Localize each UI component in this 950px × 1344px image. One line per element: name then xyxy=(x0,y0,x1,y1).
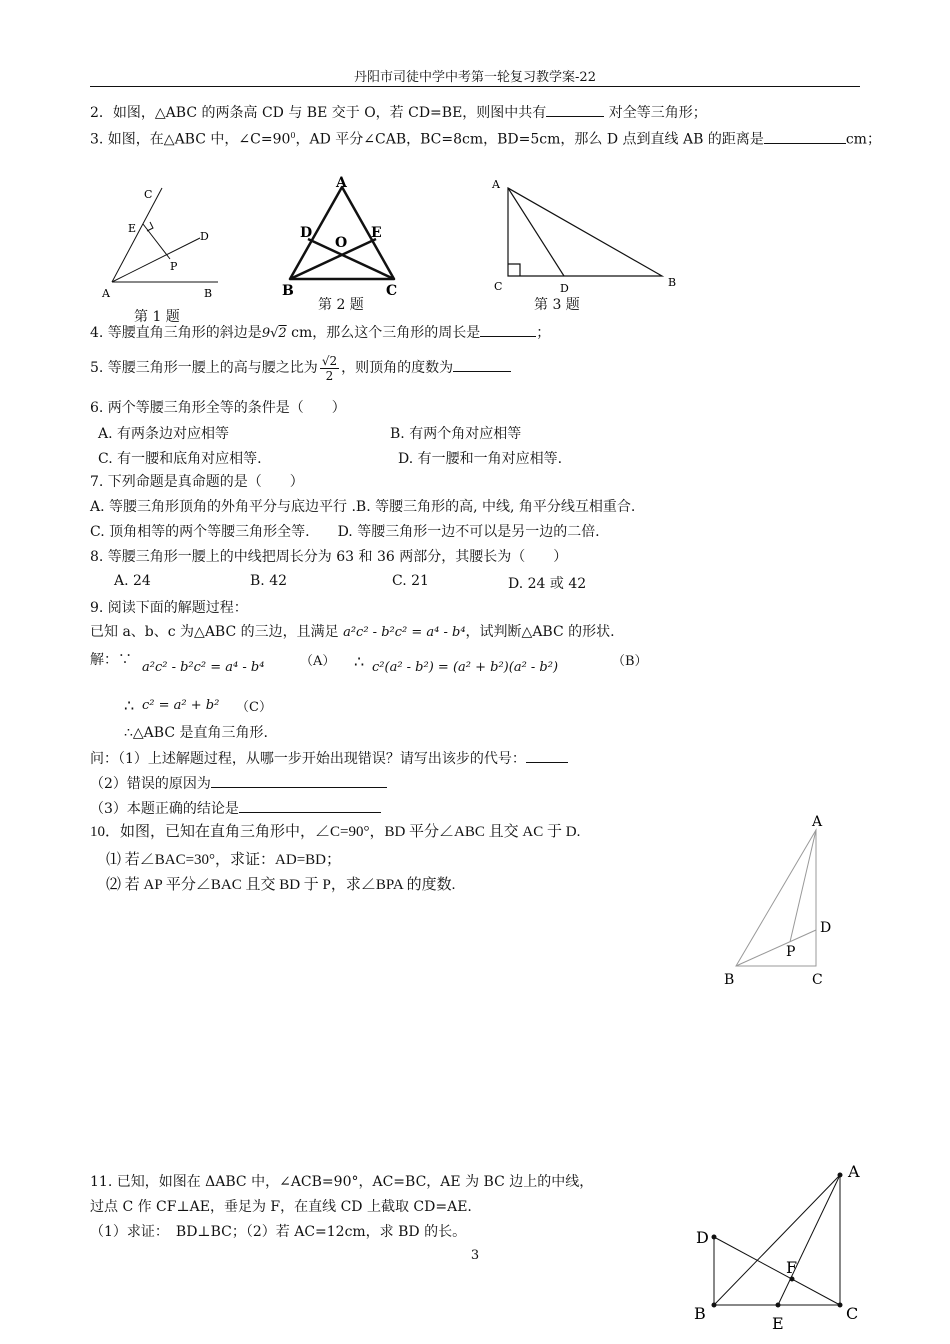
q6-option-a[interactable]: A. 有两条边对应相等 xyxy=(98,426,230,442)
header-divider xyxy=(90,86,860,87)
q8-option-b[interactable]: B. 42 xyxy=(250,573,288,589)
q9-step-b-equation: c²(a² - b²) = (a² + b²)(a² - b²) xyxy=(372,660,559,675)
q9-step-c-tag: （C） xyxy=(236,700,272,715)
q5-frac-den: 2 xyxy=(325,368,334,383)
q3-answer-blank[interactable] xyxy=(764,129,846,144)
figure-1 xyxy=(100,180,230,305)
q9-question-1 xyxy=(90,748,568,769)
q2-answer-blank[interactable] xyxy=(546,102,604,117)
q11-line-3: （1）求证： BD⊥BC；（2）若 AC=12cm，求 BD 的长。 xyxy=(90,1224,467,1240)
fig1-label-b: B xyxy=(204,287,213,300)
question-5 xyxy=(90,350,511,386)
q9-given-b: ，试判断△ABC 的形状. xyxy=(465,624,615,640)
q9-question-3-text: （3）本题正确的结论是 xyxy=(90,801,239,817)
q9-question-3-blank[interactable] xyxy=(239,798,381,813)
q9-step-b-tag: （B） xyxy=(612,654,648,669)
q10-part-2: ⑵ 若 AP 平分∠BAC 且交 BD 于 P，求∠BPA 的度数. xyxy=(106,877,456,893)
q2-text-a: 2．如图，△ABC 的两条高 CD 与 BE 交于 O，若 CD=BE，则图中共有 xyxy=(90,105,547,121)
q8-option-d[interactable]: D. 24 或 42 xyxy=(508,576,587,592)
q9-question-3 xyxy=(90,798,381,819)
fig11-label-b: B xyxy=(694,1304,706,1323)
q9-therefore-1: ∴ xyxy=(354,652,365,671)
fig11-label-c: C xyxy=(846,1304,859,1323)
fig11-label-f: F xyxy=(786,1258,798,1277)
q9-step-c-equation: c² = a² + b² xyxy=(142,698,220,713)
fig2-label-b: B xyxy=(282,283,294,299)
q3-degree: 0 xyxy=(290,131,296,140)
q4-root-coef: 9 xyxy=(261,326,271,341)
question-4: 4. 等腰直角三角形的斜边是9√2 cm，那么这个三角形的周长是 ； xyxy=(90,322,550,344)
q10-stem: 10．如图，已知在直角三角形中，∠C=90°，BD 平分∠ABC 且交 AC 于 D. xyxy=(90,824,581,840)
q9-question-2-text: （2）错误的原因为 xyxy=(90,776,211,792)
q6-option-c[interactable]: C. 有一腰和底角对应相等. xyxy=(98,451,262,467)
figure-10 xyxy=(716,808,841,993)
q2-text-b: 对全等三角形； xyxy=(608,105,707,121)
fig10-label-d: D xyxy=(820,920,832,936)
q4-answer-blank[interactable] xyxy=(480,322,536,337)
q4-text-b: cm，那么这个三角形的周长是 xyxy=(291,325,481,341)
q11-line-2: 过点 C 作 CF⊥AE，垂足为 F，在直线 CD 上截取 CD=AE. xyxy=(90,1199,472,1215)
question-2 xyxy=(90,102,707,123)
q9-given-equation: a²c² - b²c² = a⁴ - b⁴ xyxy=(343,625,466,640)
fig10-label-a: A xyxy=(812,814,823,830)
q3-text-a: 3. 如图，在△ABC 中，∠C=90 xyxy=(90,131,291,148)
q4-text-c: ； xyxy=(536,325,551,341)
fig2-label-a: A xyxy=(336,175,347,191)
q9-question-1-text: 问：（1）上述解题过程，从哪一步开始出现错误？请写出该步的代号： xyxy=(90,751,526,767)
q9-question-1-blank[interactable] xyxy=(526,748,568,763)
q5-text-a: 5. 等腰三角形一腰上的高与腰之比为 xyxy=(90,360,318,376)
fig3-label-c: C xyxy=(494,280,503,293)
q9-conclusion: ∴△ABC 是直角三角形. xyxy=(124,725,268,741)
page-header-title: 丹阳市司徒中学中考第一轮复习教学案-22 xyxy=(354,70,596,85)
q9-given xyxy=(90,622,615,643)
q3-text-c: cm； xyxy=(845,131,881,148)
q9-step-a-tag: （A） xyxy=(300,654,336,669)
q9-stem: 9. 阅读下面的解题过程： xyxy=(90,600,248,616)
q9-question-2 xyxy=(90,773,387,794)
q11-line-1: 11. 已知，如图在 ΔABC 中，∠ACB=90°，AC=BC，AE 为 BC 边上的中线， xyxy=(90,1174,594,1190)
fig10-label-c: C xyxy=(812,972,823,988)
fig1-label-e: E xyxy=(128,222,137,235)
q6-option-d[interactable]: D. 有一腰和一角对应相等. xyxy=(398,451,563,467)
q5-text-b: ，则顶角的度数为 xyxy=(341,360,454,376)
q5-frac-num: √2 xyxy=(321,353,338,368)
fig2-caption: 第 2 题 xyxy=(318,297,364,313)
fig1-caption: 第 1 题 xyxy=(134,309,180,325)
fig1-label-c: C xyxy=(144,188,153,201)
figure-3 xyxy=(488,172,683,297)
q10-part-1: ⑴ 若∠BAC=30°，求证：AD=BD； xyxy=(106,852,342,868)
fig11-label-e: E xyxy=(772,1314,784,1333)
question-3 xyxy=(90,126,881,150)
fig1-label-d: D xyxy=(200,230,209,243)
page-number: 3 xyxy=(470,1248,480,1263)
fig2-label-c: C xyxy=(386,283,398,299)
fig3-caption: 第 3 题 xyxy=(534,297,580,313)
fig11-label-d: D xyxy=(696,1228,709,1247)
fig3-label-b: B xyxy=(668,276,677,289)
q4-root-value: 2 xyxy=(278,326,287,341)
q9-step-a-equation: a²c² - b²c² = a⁴ - b⁴ xyxy=(142,660,265,675)
q8-stem: 8. 等腰三角形一腰上的中线把周长分为 63 和 36 两部分，其腰长为（ ） xyxy=(90,549,568,565)
q9-given-a: 已知 a、b、c 为△ABC 的三边，且满足 xyxy=(90,624,339,640)
q7-options-line-2[interactable]: C. 顶角相等的两个等腰三角形全等. D. 等腰三角形一边不可以是另一边的二倍. xyxy=(90,524,600,540)
fig10-label-b: B xyxy=(724,972,735,988)
q9-therefore-2: ∴ xyxy=(124,696,135,715)
fig1-label-p: P xyxy=(170,260,178,273)
q9-solution-start: 解：∵ xyxy=(90,652,132,668)
q8-option-c[interactable]: C. 21 xyxy=(392,573,429,589)
fig2-label-o: O xyxy=(335,235,348,251)
q6-option-b[interactable]: B. 有两个角对应相等 xyxy=(390,426,522,442)
q5-fraction xyxy=(320,354,339,383)
figure-2 xyxy=(280,175,405,300)
q7-stem: 7. 下列命题是真命题的是（ ） xyxy=(90,474,304,490)
fig1-label-a: A xyxy=(102,287,110,300)
q4-text-a: 4. 等腰直角三角形的斜边是 xyxy=(90,325,262,341)
fig2-label-d: D xyxy=(300,225,313,241)
q5-answer-blank[interactable] xyxy=(453,357,511,372)
q8-option-a[interactable]: A. 24 xyxy=(114,573,151,589)
q9-question-2-blank[interactable] xyxy=(211,773,387,788)
q6-stem: 6. 两个等腰三角形全等的条件是（ ） xyxy=(90,400,346,416)
fig3-label-d: D xyxy=(560,282,569,295)
fig11-label-a: A xyxy=(848,1162,860,1181)
fig2-label-e: E xyxy=(371,225,382,241)
fig10-label-p: P xyxy=(786,944,796,960)
q7-options-line-1[interactable]: A. 等腰三角形顶角的外角平分与底边平行 .B. 等腰三角形的高, 中线, 角平分线互相重合. xyxy=(90,499,636,515)
fig3-label-a: A xyxy=(492,178,500,191)
q3-text-b: ，AD 平分∠CAB，BC=8cm，BD=5cm，那么 D 点到直线 AB 的距离是 xyxy=(295,131,764,148)
